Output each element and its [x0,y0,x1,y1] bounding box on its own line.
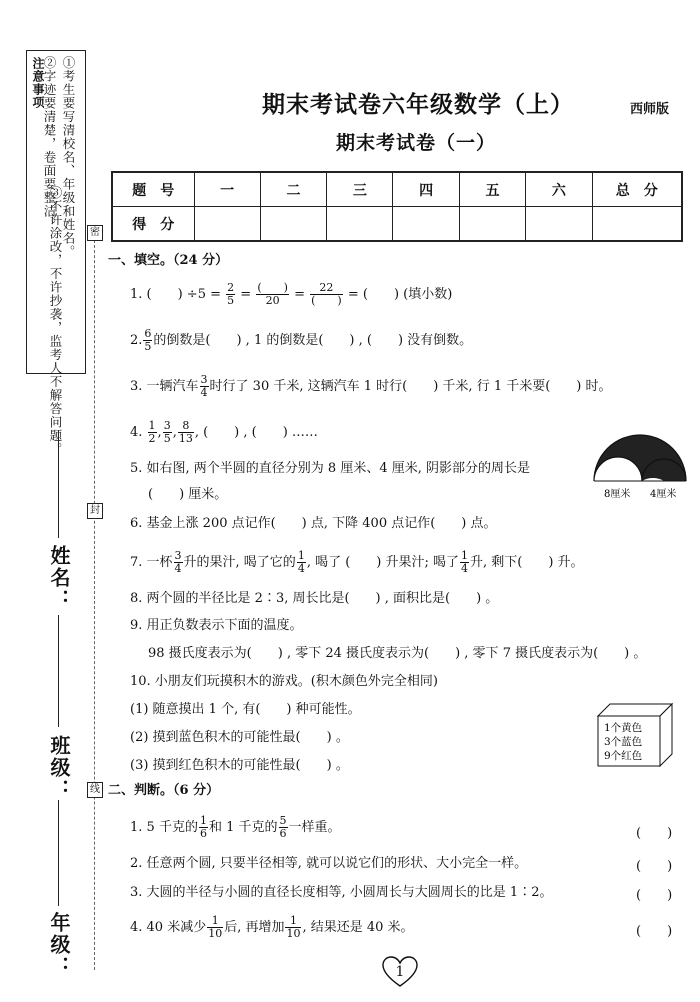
fraction: $\frac{8}{13}$ [178,419,193,445]
class-label: 班级： [47,735,71,801]
fraction: $\frac{1}{10}$ [208,914,223,940]
fraction: $\frac{3}{4}$ [200,373,208,399]
question-10-a: (1) 随意摸出 1 个, 有( ) 种可能性。 [130,702,361,717]
score-cell[interactable] [526,207,592,242]
q-text: , ( ) , ( ) …… [194,425,318,440]
score-header-cell: 四 [393,172,459,207]
fig-label: 8厘米 [604,489,631,500]
score-cell[interactable] [194,207,260,242]
q-text: 后, 再增加 [224,920,285,935]
score-cell[interactable] [592,207,682,242]
section-heading: 一、填空。（24 分） [108,253,229,268]
q-text: 4. 40 米减少 [130,920,207,935]
score-header-cell: 题 号 [112,172,194,207]
question-10-b: (2) 摸到蓝色积木的可能性最( ) 。 [130,730,349,745]
question-9-line1: 9. 用正负数表示下面的温度。 [130,618,303,633]
judge-question-3: 3. 大圆的半径与小圆的直径长度相等, 小圆周长与大圆周长的比是 1∶2。 [130,885,553,900]
fraction: $\frac{3}{5}$ [163,419,171,445]
fraction: $\frac{6}{5}$ [144,327,152,353]
score-header-cell: 五 [459,172,525,207]
note-item: ③不许涂改，不许抄袭，监考人不解答问题。 [48,186,63,456]
fig-label: 4厘米 [650,489,677,500]
score-header-cell: 六 [526,172,592,207]
fraction: $\frac{1}{10}$ [286,914,301,940]
score-cell[interactable] [327,207,393,242]
question-6: 6. 基金上涨 200 点记作( ) 点, 下降 400 点记作( ) 点。 [130,516,497,531]
fraction: $\frac{22}{( )}$ [311,281,342,307]
question-7 [130,550,584,575]
fraction: $\frac{5}{6}$ [279,814,287,840]
score-value-row [112,207,682,242]
score-header-cell: 二 [260,172,326,207]
box-note: 3个蓝色 [604,736,643,748]
question-2 [130,328,472,353]
name-line [58,430,59,538]
notes-title: 注意事项 [31,57,45,109]
semicircle-figure [590,425,690,505]
score-cell[interactable] [459,207,525,242]
question-5-line1: 5. 如右图, 两个半圆的直径分别为 8 厘米、4 厘米, 阴影部分的周长是 [130,461,531,476]
score-row-label: 得 分 [112,207,194,242]
score-header-row [112,172,682,207]
score-header-cell: 一 [194,172,260,207]
score-table [111,171,683,242]
question-4: 4. $\frac{1}{2}$ , $\frac{3}{5}$ , $\frac{8}{13}$ , ( ) , ( ) …… [130,419,318,445]
fraction: $\frac{3}{4}$ [174,549,182,575]
box-note: 1个黄色 [604,722,643,734]
fraction: $\frac{1}{6}$ [199,814,207,840]
judge-question-4 [130,915,414,940]
class-line [58,615,59,727]
fraction: $\frac{2}{5}$ [227,281,235,307]
score-cell[interactable] [393,207,459,242]
question-8: 8. 两个圆的半径比是 2∶3, 周长比是( ) , 面积比是( ) 。 [130,591,499,606]
page-number: 1 [395,964,405,980]
q-text: 升的果汁, 喝了它的 [183,555,296,570]
q-text: = [294,287,305,302]
q-text: , 喝了 ( ) 升果汁; 喝了 [306,555,459,570]
grade-label: 年级： [47,912,71,978]
score-header-cell: 总 分 [592,172,682,207]
question-10-c: (3) 摸到红色积木的可能性最( ) 。 [130,758,349,773]
seal-mark: 封 [87,503,103,519]
q-text: 2. [130,333,143,348]
answer-bracket[interactable]: ( ) [636,826,673,841]
section-heading: 二、判断。（6 分） [108,783,220,798]
q-text: = ( ) (填小数) [347,287,453,302]
fraction: $\frac{1}{4}$ [461,549,468,575]
note-item: ①考生要写清校名、年级和姓名。 [61,56,76,259]
page-title: 期末考试卷六年级数学（上） [262,91,574,118]
judge-question-2: 2. 任意两个圆, 只要半径相等, 就可以说它们的形状、大小完全一样。 [130,856,528,871]
grade-line [58,800,59,906]
q-text: 7. 一杯 [130,555,173,570]
note-item: ②字迹要清楚，卷面要整洁。 [42,56,57,232]
fraction: $\frac{1}{4}$ [297,549,305,575]
q-text: 一样重。 [288,820,341,835]
box-note: 9个红色 [604,750,643,762]
question-9-line2: 98 摄氏度表示为( ) , 零下 24 摄氏度表示为( ) , 零下 7 摄氏度表示为( ) 。 [148,646,647,661]
edition-label: 西师版 [630,102,670,117]
question-10-line1: 10. 小朋友们玩摸积木的游戏。(积木颜色外完全相同) [130,674,438,689]
judge-question-1 [130,815,341,840]
page-subtitle: 期末考试卷（一） [336,132,497,154]
seal-line [94,225,95,970]
block-box [594,700,678,770]
q-text: 1. 5 千克的 [130,820,198,835]
name-label: 姓名： [47,545,71,611]
q-text: , 结果还是 40 米。 [302,920,414,935]
question-5-line2: ( ) 厘米。 [148,487,228,502]
box-top [598,704,672,716]
score-header-cell: 三 [327,172,393,207]
q-text: 1. ( ) ÷5 = [130,287,222,302]
fraction: $\frac{1}{2}$ [148,419,156,445]
q-text: 的倒数是( ) , 1 的倒数是( ) , ( ) 没有倒数。 [153,333,473,348]
fraction: $\frac{( )}{20}$ [257,281,288,307]
q-text: 3. 一辆汽车 [130,379,199,394]
q-text: 4. [130,425,143,440]
answer-bracket[interactable]: ( ) [636,888,673,903]
question-1 [130,282,452,307]
seal-mark: 密 [87,225,103,241]
q-text: 升, 剩下( ) 升。 [470,555,584,570]
score-cell[interactable] [260,207,326,242]
answer-bracket[interactable]: ( ) [636,924,673,939]
seal-mark: 线 [87,782,103,798]
q-text: 时行了 30 千米, 这辆汽车 1 时行( ) 千米, 行 1 千米要( ) 时。 [209,379,612,394]
q-text: 和 1 千克的 [208,820,278,835]
question-3 [130,374,612,399]
answer-bracket[interactable]: ( ) [636,859,673,874]
q-text: = [240,287,252,302]
